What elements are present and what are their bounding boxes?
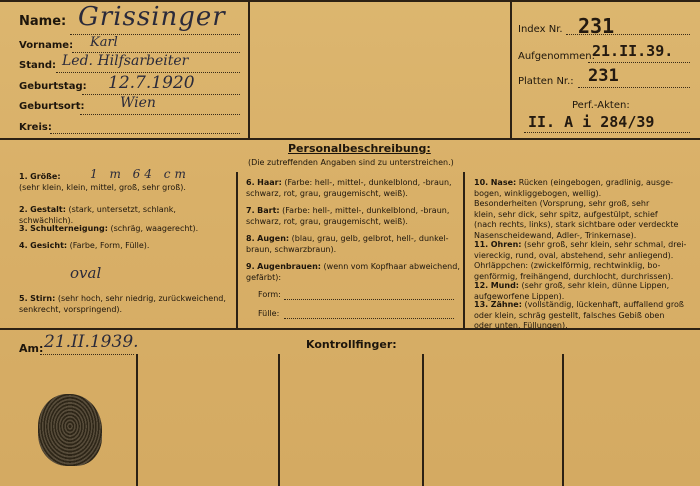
gestalt-options: (stark, untersetzt, schlank, schwächlich). (19, 205, 176, 225)
schulter-options: (schräg, waagerecht). (110, 224, 199, 233)
schulter-label: Schulterneigung: (30, 224, 108, 233)
brauen-options-1: (wenn vom Kopfhaar abweichend, (323, 262, 460, 271)
fingerprint-image (38, 394, 102, 466)
augen-number: 8. (246, 234, 255, 243)
haar-block (246, 178, 460, 199)
mund-text-2: aufgeworfene Lippen). (474, 291, 565, 301)
gestalt-block (19, 205, 231, 226)
mund-number: 12. (474, 281, 489, 290)
bart-number: 7. (246, 206, 255, 215)
ohren-text-2: viereckig, rund, oval, abstehend, sehr anliegend). (474, 250, 674, 260)
aufgenommen-label: Aufgenommen: (518, 51, 595, 62)
stirn-label: Stirn: (30, 294, 56, 303)
brauen-block (246, 262, 460, 283)
ohren-number: 11. (474, 240, 489, 249)
ohren-block (474, 240, 696, 282)
bart-options-1: (Farbe: hell-, mittel-, dunkelblond, -braun, (282, 206, 450, 215)
platten-value: 231 (588, 66, 619, 86)
perf-line (524, 132, 690, 133)
ohren-text-4: genförmig, freihängend, durchlocht, durchrissen). (474, 271, 674, 281)
geburtsort-value: Wien (120, 95, 156, 111)
nase-text-5: (nach rechts, links), stark sichtbare oder verdeckte (474, 220, 679, 229)
stirn-options-1: (sehr hoch, sehr niedrig, zurückweichend, (57, 294, 226, 303)
augen-block (246, 234, 460, 255)
zaehne-text-3: oder unten, Füllungen). (474, 321, 568, 330)
stirn-options-2: senkrecht, vorspringend). (19, 304, 123, 314)
gesicht-options: (Farbe, Form, Fülle). (69, 241, 150, 250)
vorname-label: Vorname: (19, 40, 74, 51)
stand-value: Led. Hilfsarbeiter (62, 53, 189, 69)
bart-label: Bart: (257, 206, 280, 215)
kreis-label: Kreis: (19, 122, 52, 133)
haar-options-1: (Farbe: hell-, mittel-, dunkelblond, -braun, (284, 178, 452, 187)
nase-label: Nase: (490, 178, 517, 187)
haar-number: 6. (246, 178, 255, 187)
nase-text-1: Rücken (eingebogen, gradlinig, ausge- (518, 178, 674, 187)
geburtsort-line (80, 114, 240, 115)
ohren-text-3: Ohrläppchen: (zwickelförmig, rechtwinklig, bo- (474, 261, 661, 270)
kreis-line (50, 133, 240, 134)
name-label: Name: (19, 14, 67, 29)
desc-divider-1 (236, 172, 238, 328)
groesse-options: (sehr klein, klein, mittel, groß, sehr groß). (19, 182, 186, 192)
zaehne-label: Zähne: (490, 300, 522, 309)
geburtstag-label: Geburtstag: (19, 81, 87, 92)
mund-text-1: (sehr groß, sehr klein, dünne Lippen, (521, 281, 670, 290)
index-value: 231 (578, 14, 615, 38)
augen-options-1: (blau, grau, gelb, gelbrot, hell-, dunkel- (291, 234, 449, 243)
nase-text-6: Nasenscheidewand, Adler-, Trinkernase). (474, 230, 637, 240)
stand-label: Stand: (19, 60, 57, 71)
haar-options-2: schwarz, rot, grau, graugemischt, weiß). (246, 188, 408, 198)
mund-label: Mund: (490, 281, 519, 290)
kontrollfinger-label: Kontrollfinger: (306, 338, 397, 351)
schulter-block (19, 224, 231, 235)
am-label: Am: (19, 342, 44, 355)
finger-divider-1 (136, 354, 138, 486)
ohren-text-1: (sehr groß, sehr klein, sehr schmal, drei- (524, 240, 687, 249)
brauen-label: Augenbrauen: (257, 262, 321, 271)
header-divider-1 (248, 0, 250, 138)
aufgenommen-value: 21.II.39. (592, 42, 674, 60)
geburtstag-line (82, 94, 240, 95)
zaehne-text-2: oder klein, schräg gestellt, falsches Gebiß oben (474, 310, 665, 320)
mund-block (474, 281, 696, 302)
perf-label: Perf.-Akten: (572, 100, 630, 111)
am-value: 21.II.1939. (44, 332, 139, 352)
fuelle-label: Fülle: (258, 309, 280, 318)
perf-value: II. A i 284/39 (528, 113, 655, 131)
vorname-value: Karl (90, 35, 118, 50)
form-line (284, 299, 454, 300)
zaehne-block (474, 300, 696, 332)
stirn-number: 5. (19, 294, 28, 303)
section-subtitle: (Die zutreffenden Angaben sind zu unterstreichen.) (248, 158, 454, 167)
gesicht-value: oval (70, 264, 102, 282)
groesse-label: Größe: (30, 172, 61, 181)
index-label: Index Nr. (518, 24, 563, 35)
schulter-number: 3. (19, 224, 28, 233)
finger-divider-2 (278, 354, 280, 486)
augen-label: Augen: (257, 234, 290, 243)
finger-divider-3 (422, 354, 424, 486)
nase-text-4: klein, sehr dick, sehr spitz, aufgestülpt, schief (474, 209, 658, 219)
gestalt-number: 2. (19, 205, 28, 214)
form-label: Form: (258, 290, 281, 299)
gesicht-block (19, 241, 231, 252)
section-title: Personalbeschreibung: (288, 142, 431, 155)
haar-label: Haar: (257, 178, 282, 187)
header-divider-2 (510, 0, 512, 138)
gestalt-label: Gestalt: (30, 205, 66, 214)
aufgenommen-line (588, 62, 690, 63)
geburtsort-label: Geburtsort: (19, 101, 85, 112)
finger-divider-4 (562, 354, 564, 486)
fuelle-line (284, 318, 454, 319)
groesse-value: 1 m 64 cm (90, 167, 190, 181)
platten-label: Platten Nr.: (518, 76, 574, 87)
geburtstag-value: 12.7.1920 (108, 73, 195, 93)
nase-text-3: Besonderheiten (Vorsprung, sehr groß, sehr (474, 199, 650, 208)
nase-number: 10. (474, 178, 489, 187)
zaehne-text-1: (vollständig, lückenhaft, auffallend groß (524, 300, 684, 309)
stirn-block (19, 294, 231, 315)
groesse-number: 1. (19, 172, 28, 181)
gesicht-label: Gesicht: (30, 241, 68, 250)
index-line (566, 34, 690, 35)
header-bottom-rule (0, 138, 700, 140)
zaehne-number: 13. (474, 300, 489, 309)
ohren-label: Ohren: (490, 240, 522, 249)
augen-options-2: braun, schwarzbraun). (246, 244, 337, 254)
name-value: Grissinger (78, 2, 226, 32)
bart-options-2: schwarz, rot, grau, graugemischt, weiß). (246, 216, 408, 226)
nase-block (474, 178, 696, 241)
desc-divider-2 (463, 172, 465, 328)
platten-line (578, 87, 690, 88)
brauen-number: 9. (246, 262, 255, 271)
brauen-options-2: gefärbt): (246, 272, 282, 282)
gesicht-number: 4. (19, 241, 28, 250)
nase-text-2: bogen, winkliggebogen, wellig). (474, 188, 602, 198)
am-line (40, 354, 134, 355)
bart-block (246, 206, 460, 227)
